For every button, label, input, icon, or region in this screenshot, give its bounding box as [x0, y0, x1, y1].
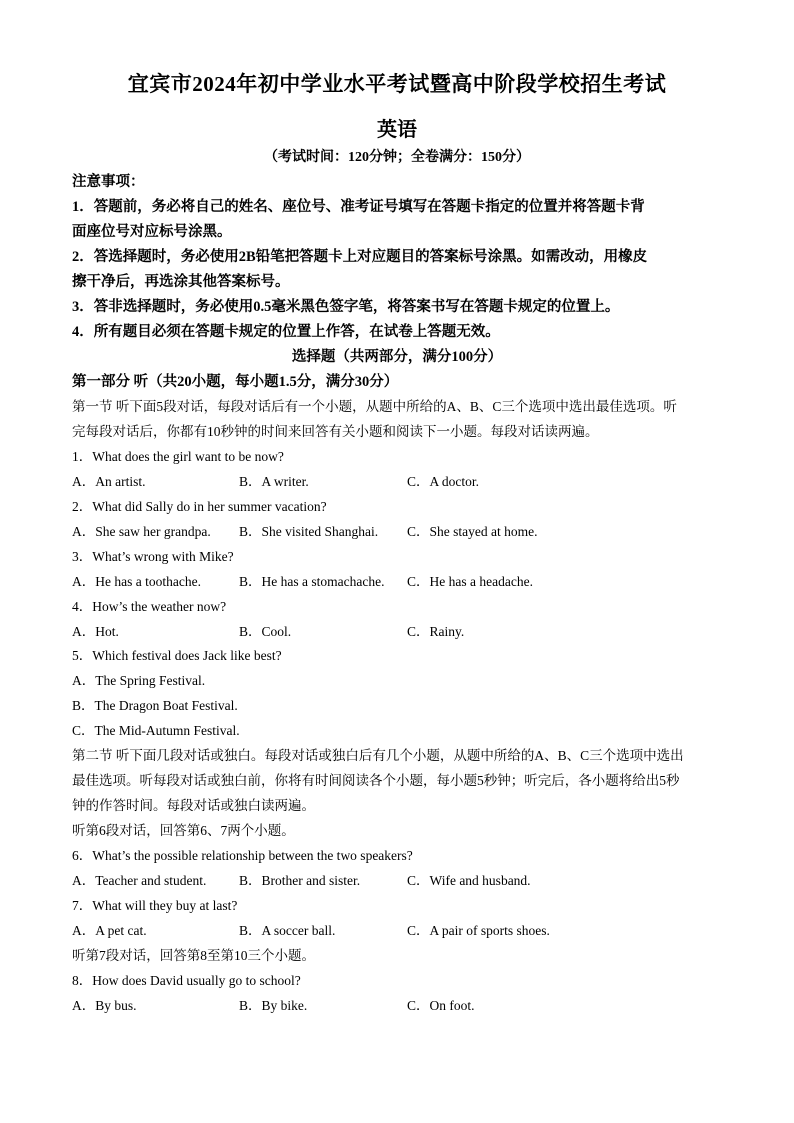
question-6-option-b: B．Brother and sister.: [239, 873, 361, 888]
section-2-instructions-line-3: 钟的作答时间。每段对话或独白读两遍。: [72, 798, 315, 813]
question-8-option-b: B．By bike.: [239, 998, 308, 1013]
question-2: 2．What did Sally do in her summer vacation?: [72, 499, 327, 514]
question-3-option-a: A．He has a toothache.: [72, 574, 201, 589]
dialog-7-instruction: 听第7段对话，回答第8至第10三个小题。: [72, 948, 315, 963]
question-3-option-b: B．He has a stomachache.: [239, 574, 385, 589]
dialog-6-instruction: 听第6段对话，回答第6、7两个小题。: [72, 823, 295, 838]
section-2-instructions-line-1: 第二节 听下面几段对话或独白。每段对话或独白后有几个小题，从题中所给的A、B、C三个选项中选出: [72, 748, 684, 763]
question-4-option-c: C．Rainy.: [407, 624, 465, 639]
notice-item-2-line-1: 2．答选择题时，务必使用2B铅笔把答题卡上对应题目的答案标号涂黑。如需改动，用橡皮: [72, 249, 648, 265]
subject-title: 英语: [377, 119, 417, 141]
question-5-option-a: A．The Spring Festival.: [72, 673, 206, 688]
question-5-option-b: B．The Dragon Boat Festival.: [72, 698, 238, 713]
question-5-option-c: C．The Mid-Autumn Festival.: [72, 723, 240, 738]
question-8-option-c: C．On foot.: [407, 998, 475, 1013]
question-3: 3．What’s wrong with Mike?: [72, 549, 234, 564]
notice-item-1-line-1: 1．答题前，务必将自己的姓名、座位号、准考证号填写在答题卡指定的位置并将答题卡背: [72, 199, 645, 215]
question-4-option-a: A．Hot.: [72, 624, 119, 639]
question-1-option-b: B．A writer.: [239, 474, 309, 489]
section-1-instructions-line-2: 完每段对话后，你都有10秒钟的时间来回答有关小题和阅读下一小题。每段对话读两遍。: [72, 424, 599, 439]
question-1-option-a: A．An artist.: [72, 474, 146, 489]
question-2-option-b: B．She visited Shanghai.: [239, 524, 379, 539]
question-5: 5．Which festival does Jack like best?: [72, 648, 282, 663]
question-4-option-b: B．Cool.: [239, 624, 292, 639]
question-6-option-a: A．Teacher and student.: [72, 873, 207, 888]
question-8-option-a: A．By bus.: [72, 998, 137, 1013]
section-heading: 选择题（共两部分，满分100分）: [291, 349, 503, 365]
question-6: 6．What’s the possible relationship between the two speakers?: [72, 848, 413, 863]
notice-item-2-line-2: 擦干净后，再选涂其他答案标号。: [72, 274, 290, 290]
question-4: 4．How’s the weather now?: [72, 599, 227, 614]
question-2-option-c: C．She stayed at home.: [407, 524, 538, 539]
question-6-option-c: C．Wife and husband.: [407, 873, 531, 888]
section-2-instructions-line-2: 最佳选项。听每段对话或独白前，你将有时间阅读各个小题，每小题5秒钟；听完后，各小题将给出5秒: [72, 773, 680, 788]
exam-title: 宜宾市2024年初中学业水平考试暨高中阶段学校招生考试: [127, 72, 667, 96]
question-2-option-a: A．She saw her grandpa.: [72, 524, 211, 539]
question-3-option-c: C．He has a headache.: [407, 574, 533, 589]
question-1-option-c: C．A doctor.: [407, 474, 480, 489]
notice-heading: 注意事项：: [72, 174, 145, 190]
question-1: 1．What does the girl want to be now?: [72, 449, 284, 464]
exam-info: （考试时间：120分钟；全卷满分：150分）: [264, 150, 530, 165]
notice-item-1-line-2: 面座位号对应标号涂黑。: [72, 224, 232, 240]
question-7-option-c: C．A pair of sports shoes.: [407, 923, 550, 938]
part-1-heading: 第一部分 听（共20小题，每小题1.5分，满分30分）: [72, 374, 399, 390]
notice-item-4: 4．所有题目必须在答题卡规定的位置上作答，在试卷上答题无效。: [72, 324, 500, 340]
question-7: 7．What will they buy at last?: [72, 898, 238, 913]
section-1-instructions-line-1: 第一节 听下面5段对话，每段对话后有一个小题，从题中所给的A、B、C三个选项中选出最佳选项。听: [72, 399, 677, 414]
question-8: 8．How does David usually go to school?: [72, 973, 301, 988]
notice-item-3: 3．答非选择题时，务必使用0.5毫米黑色签字笔，将答案书写在答题卡规定的位置上。: [72, 299, 620, 315]
question-7-option-a: A．A pet cat.: [72, 923, 147, 938]
question-7-option-b: B．A soccer ball.: [239, 923, 336, 938]
